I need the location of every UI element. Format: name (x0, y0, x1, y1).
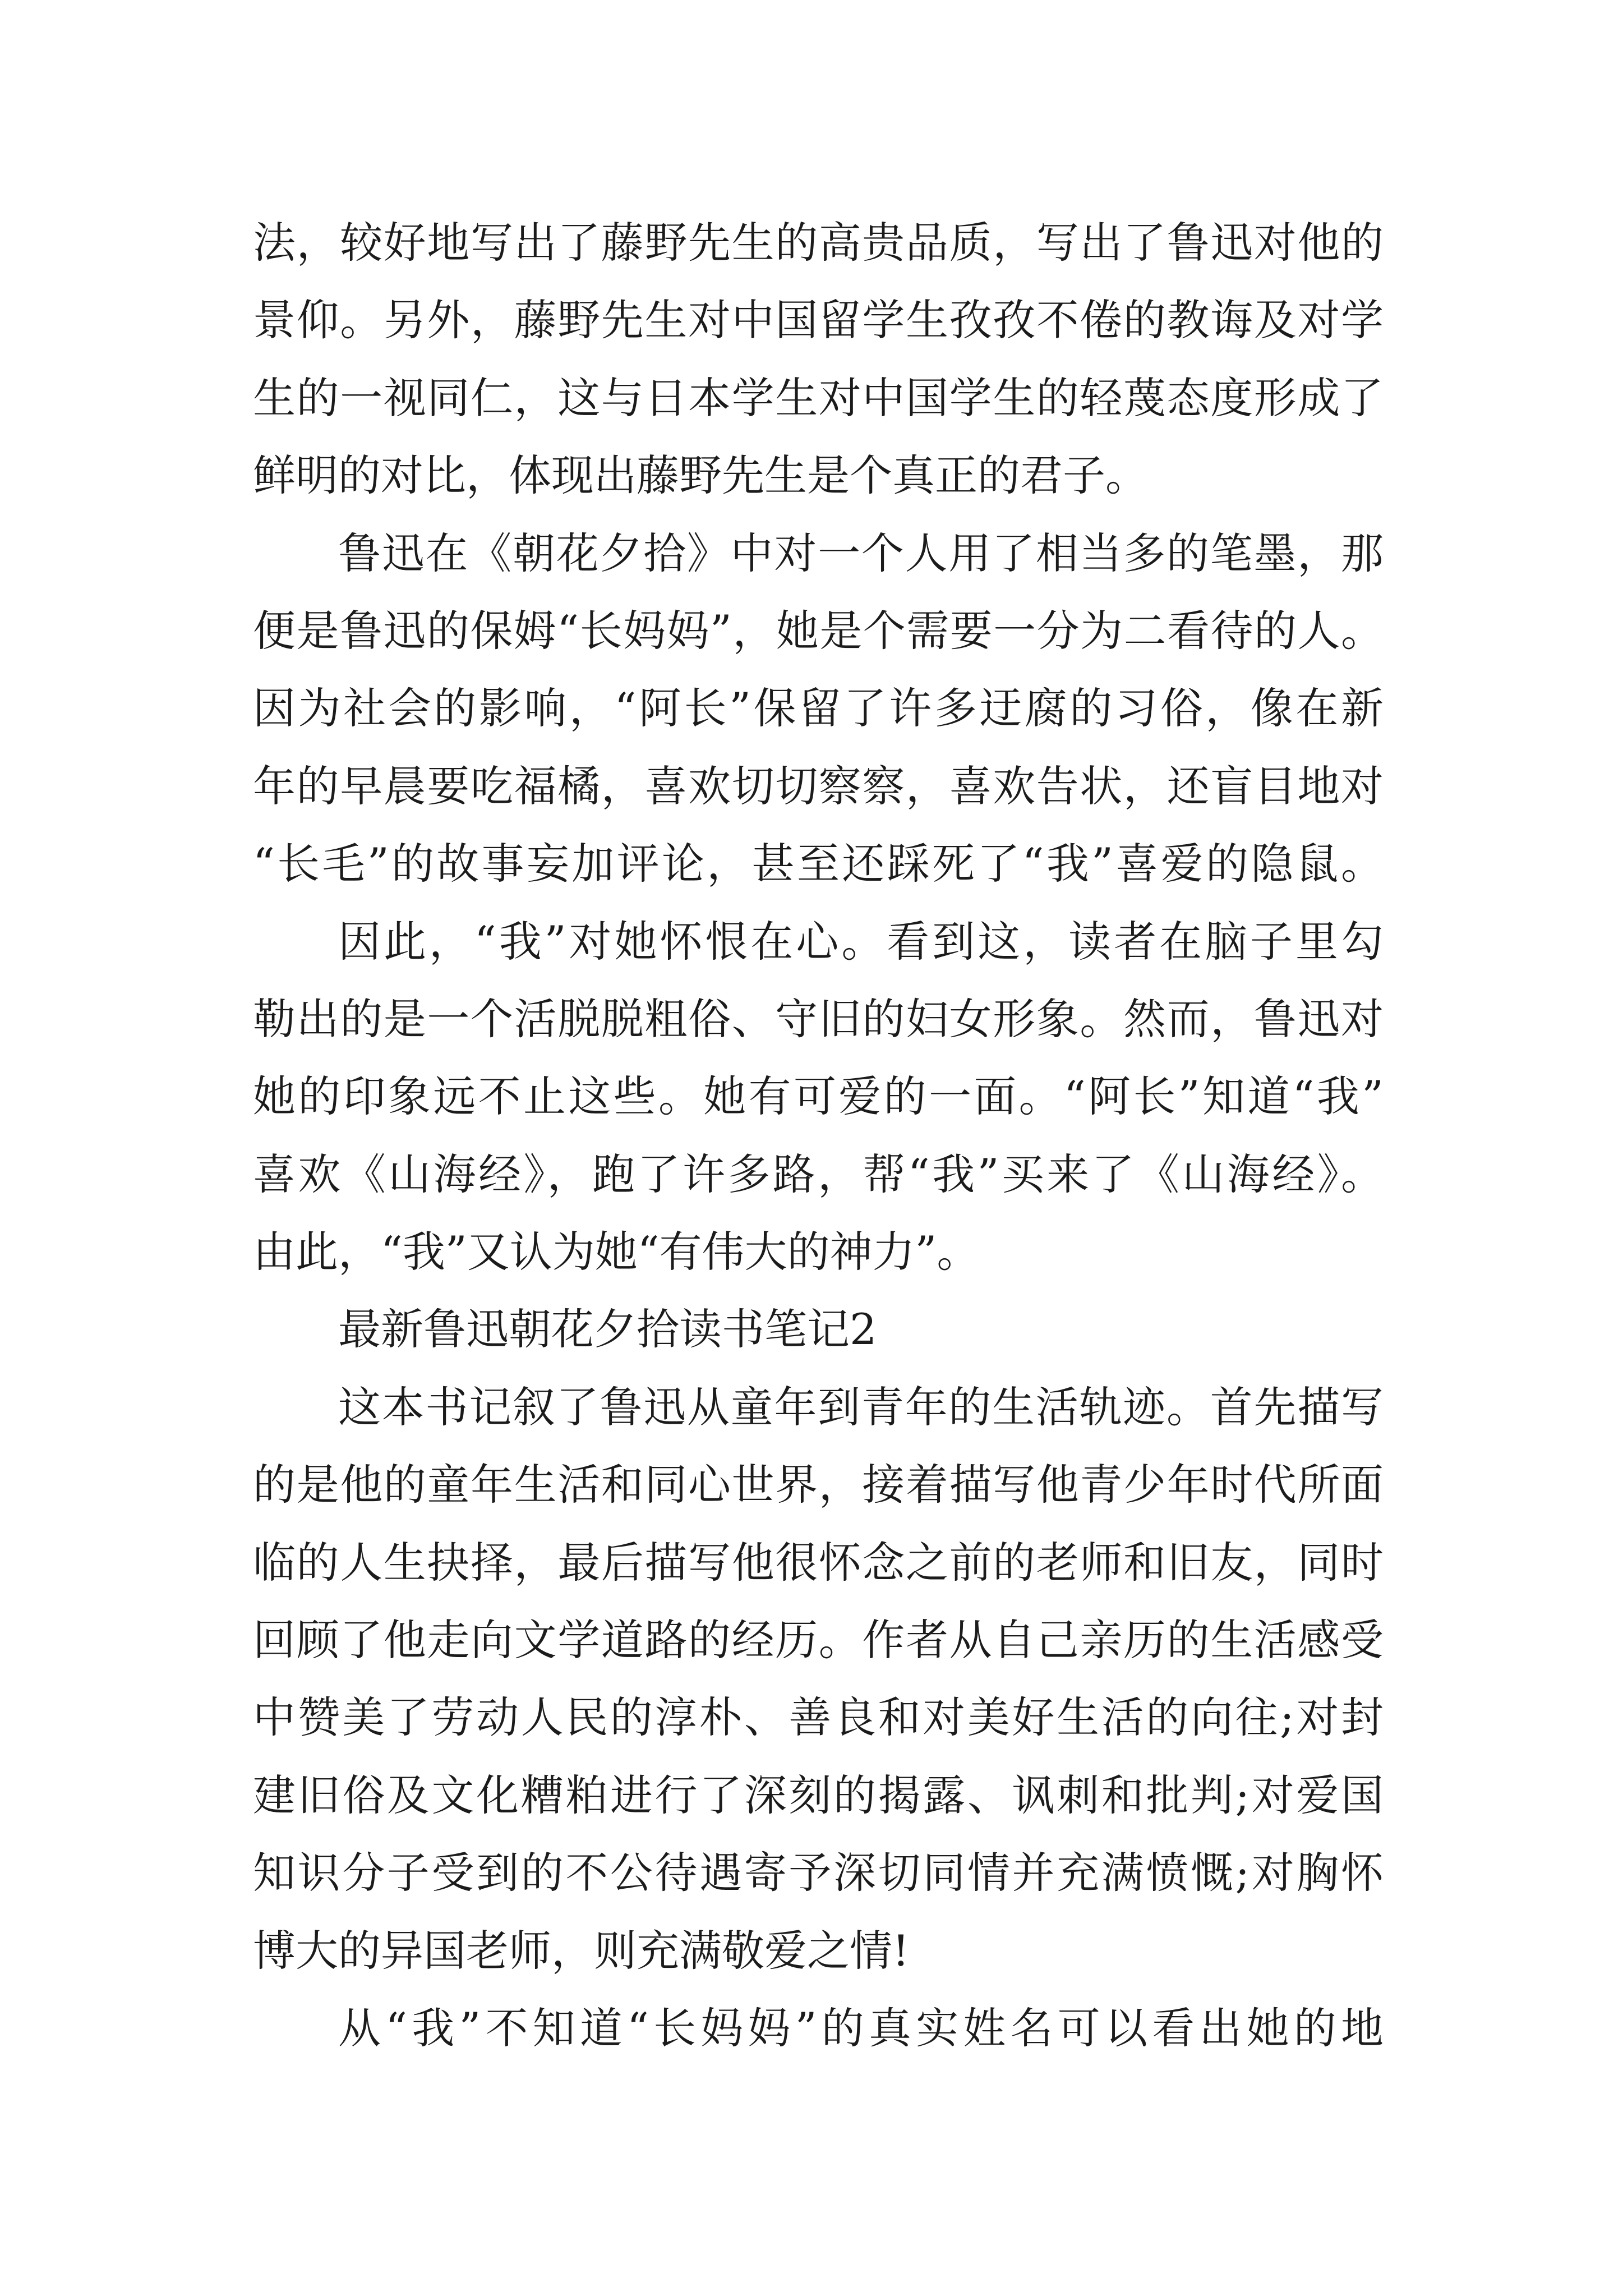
paragraph (253, 1369, 1384, 1990)
text-line: 中赞美了劳动人民的淳朴、善良和对美好生活的向往;对封 (253, 1692, 1384, 1743)
text-line: 这本书记叙了鲁迅从童年到青年的生活轨迹。首先描写 (338, 1382, 1384, 1432)
text-line: 的是他的童年生活和同心世界，接着描写他青少年时代所面 (253, 1460, 1384, 1510)
text-line: “长毛”的故事妄加评论，甚至还踩死了“我”喜爱的隐鼠。 (253, 839, 1384, 889)
text-line: 建旧俗及文化糟粕进行了深刻的揭露、讽刺和批判;对爱国 (253, 1770, 1384, 1820)
text-line: 喜欢《山海经》，跑了许多路，帮“我”买来了《山海经》。 (253, 1149, 1384, 1199)
text-line: 法，较好地写出了藤野先生的高贵品质，写出了鲁迅对他的 (253, 218, 1384, 268)
text-line: 勒出的是一个活脱脱粗俗、守旧的妇女形象。然而，鲁迅对 (253, 993, 1384, 1044)
text-line: 因此，“我”对她怀恨在心。看到这，读者在脑子里勾 (338, 916, 1384, 967)
text-line: 临的人生抉择，最后描写他很怀念之前的老师和旧友，同时 (253, 1537, 1384, 1588)
text-line: 博大的异国老师，则充满敬爱之情! (253, 1925, 910, 1976)
text-line: 景仰。另外，藤野先生对中国留学生孜孜不倦的教诲及对学 (253, 295, 1384, 346)
text-line: 鲁迅在《朝花夕拾》中对一个人用了相当多的笔墨，那 (338, 528, 1384, 578)
paragraph (253, 903, 1384, 1291)
document-body (253, 204, 1384, 2067)
text-line: 回顾了他走向文学道路的经历。作者从自己亲历的生活感受 (253, 1615, 1384, 1665)
paragraph (253, 515, 1384, 903)
paragraph (253, 204, 1384, 515)
section-heading: 最新鲁迅朝花夕拾读书笔记2 (338, 1304, 877, 1355)
text-line: 年的早晨要吃福橘，喜欢切切察察，喜欢告状，还盲目地对 (253, 761, 1384, 811)
text-line: 知识分子受到的不公待遇寄予深切同情并充满愤慨;对胸怀 (253, 1848, 1384, 1898)
text-line: 鲜明的对比，体现出藤野先生是个真正的君子。 (253, 450, 1148, 501)
text-line: 因为社会的影响，“阿长”保留了许多迂腐的习俗，像在新 (253, 683, 1384, 734)
text-line: 生的一视同仁，这与日本学生对中国学生的轻蔑态度形成了 (253, 372, 1384, 423)
paragraph (253, 1990, 1384, 2067)
text-line: 她的印象远不止这些。她有可爱的一面。“阿长”知道“我” (253, 1071, 1384, 1122)
text-line: 从“我”不知道“长妈妈”的真实姓名可以看出她的地 (338, 2003, 1384, 2053)
text-line: 便是鲁迅的保姆“长妈妈”，她是个需要一分为二看待的人。 (253, 605, 1384, 656)
text-line: 由此，“我”又认为她“有伟大的神力”。 (253, 1227, 980, 1277)
